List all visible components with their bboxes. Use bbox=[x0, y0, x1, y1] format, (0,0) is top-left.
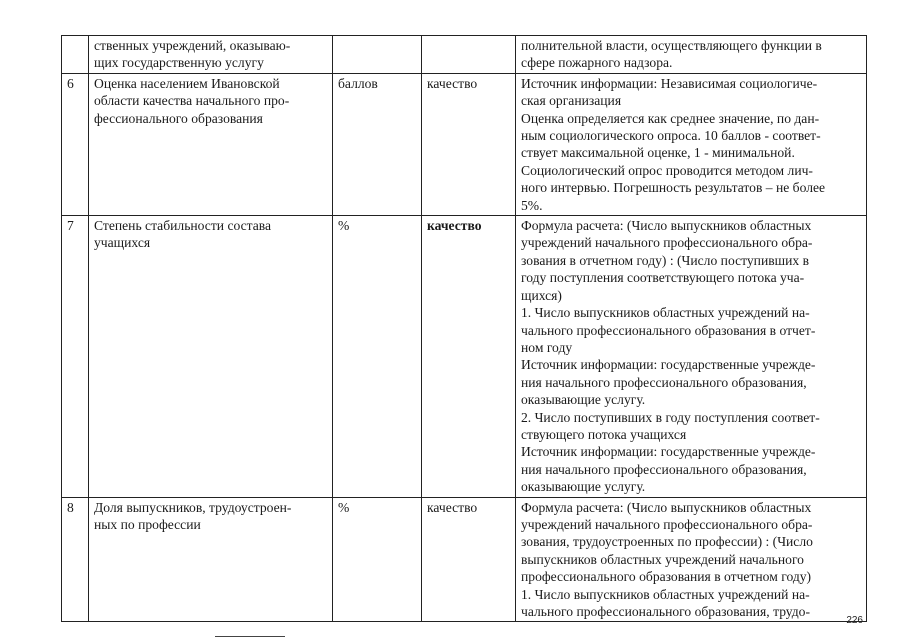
row-number-cell: 8 bbox=[62, 497, 89, 622]
unit-cell: % bbox=[333, 497, 422, 622]
row-number-cell bbox=[62, 36, 89, 74]
unit-cell: % bbox=[333, 216, 422, 498]
row-number-cell: 6 bbox=[62, 73, 89, 215]
description-cell: Источник информации: Независимая социологиче- ская организация Оценка определяется как среднее значение, по дан- ным социологического опроса. 10 баллов - соответ- ствует максимальной оценке, 1 - минимальной. Социологический опрос проводится методом лич- ного интервью. Погрешность результатов – не более 5%. bbox=[516, 73, 867, 215]
unit-cell bbox=[333, 36, 422, 74]
scan-artifact-divider bbox=[215, 636, 285, 637]
table-row bbox=[62, 216, 867, 498]
description-cell: Формула расчета: (Число выпускников областных учреждений начального профессионального обра- зования, трудоустроенных по профессии) : (Число выпускников областных учреждений начального профессионального образования в отчетном году) 1. Число выпускников областных учреждений на- чального профессионального образования, трудо- bbox=[516, 497, 867, 622]
table-row bbox=[62, 36, 867, 74]
indicator-name-cell: ственных учреждений, оказываю- щих государственную услугу bbox=[89, 36, 333, 74]
type-cell: качество bbox=[422, 73, 516, 215]
indicator-name-cell: Степень стабильности состава учащихся bbox=[89, 216, 333, 498]
description-cell: полнительной власти, осуществляющего функции в сфере пожарного надзора. bbox=[516, 36, 867, 74]
indicator-name-cell: Доля выпускников, трудоустроен- ных по профессии bbox=[89, 497, 333, 622]
page-number: 226 bbox=[846, 615, 863, 626]
type-cell: качество bbox=[422, 497, 516, 622]
table-row bbox=[62, 497, 867, 622]
type-cell bbox=[422, 36, 516, 74]
unit-cell: баллов bbox=[333, 73, 422, 215]
indicators-table bbox=[61, 35, 867, 622]
row-number-cell: 7 bbox=[62, 216, 89, 498]
table-row bbox=[62, 73, 867, 215]
type-cell: качество bbox=[422, 216, 516, 498]
description-cell: Формула расчета: (Число выпускников областных учреждений начального профессионального обра- зования в отчетном году) : (Число поступивших в году поступления соответствующего потока уча- щихся) 1. Число выпускников областных учреждений на- чального профессионального образования в отчет- ном году Источник информации: государственные учрежде- ния начального профессионального образования, оказывающие услугу. 2. Число поступивших в году поступления соответ- ствующего потока учащихся Источник информации: государственные учрежде- ния начального профессионального образования, оказывающие услугу. bbox=[516, 216, 867, 498]
indicator-name-cell: Оценка населением Ивановской области качества начального про- фессионального образования bbox=[89, 73, 333, 215]
